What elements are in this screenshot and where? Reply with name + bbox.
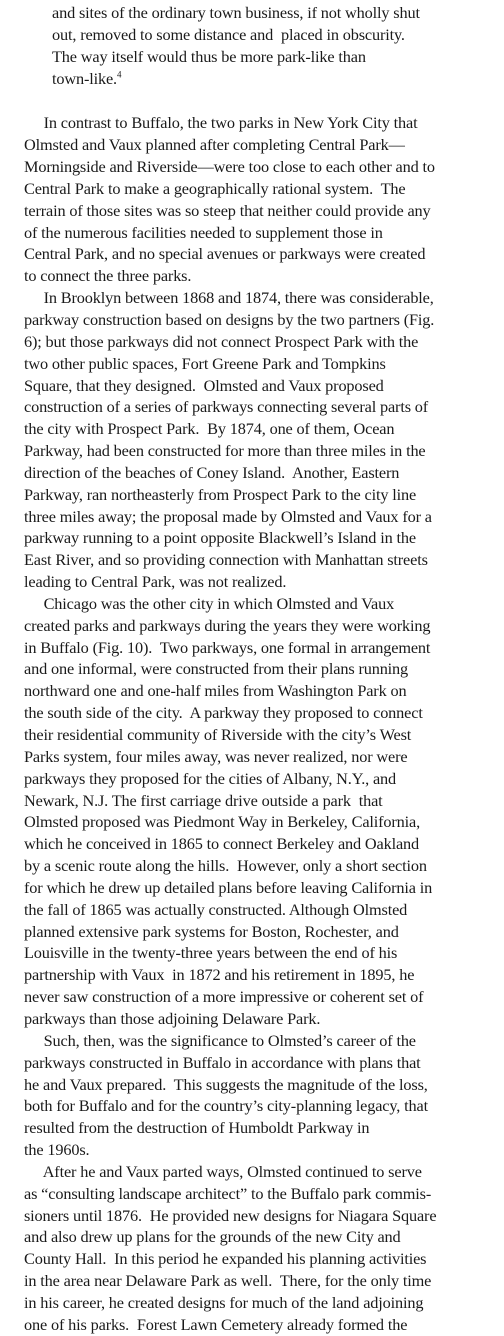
- text-line: Chicago was the other city in which Olmsted and Vaux: [24, 593, 395, 613]
- text-line: and one informal, were constructed from their plans running: [24, 659, 409, 679]
- text-line: direction of the beaches of Coney Island. Another, Eastern: [24, 462, 400, 482]
- text-line: parkways than those adjoining Delaware Park.: [24, 1008, 321, 1028]
- footnote-reference: 4: [116, 69, 122, 80]
- text-line: Newark, N.J. The first carriage drive outside a park that: [24, 790, 383, 810]
- paragraph: [24, 112, 498, 287]
- text-line: After he and Vaux parted ways, Olmsted continued to serve: [24, 1161, 422, 1181]
- block-quote: [24, 2, 498, 89]
- text-line: which he conceived in 1865 to connect Berkeley and Oakland: [24, 834, 420, 854]
- text-line: he and Vaux prepared. This suggests the magnitude of the loss,: [24, 1074, 428, 1094]
- text-line: East River, and so providing connection with Manhattan streets: [24, 550, 428, 570]
- text-line: the south side of the city. A parkway they proposed to connect: [24, 703, 423, 723]
- text-line: construction of a series of parkways connecting several parts of: [24, 397, 429, 417]
- text-line: northward one and one-half miles from Washington Park on: [24, 681, 407, 701]
- text-line: and also drew up plans for the grounds of the new City and: [24, 1227, 401, 1247]
- text-line: parkways constructed in Buffalo in accordance with plans that: [24, 1052, 421, 1072]
- text-line: The way itself would thus be more park-like than: [52, 46, 366, 66]
- text-line: Such, then, was the significance to Olmsted’s career of the: [24, 1030, 416, 1050]
- text-line: of the numerous facilities needed to supplement those in: [24, 222, 383, 242]
- text-line: Central Park to make a geographically rational system. The: [24, 178, 406, 198]
- paragraph: [24, 593, 498, 1030]
- text-line: parkway construction based on designs by the two partners (Fig.: [24, 309, 435, 329]
- text-line: Parks system, four miles away, was never realized, nor were: [24, 746, 408, 766]
- text-line: 6); but those parkways did not connect Prospect Park with the: [24, 331, 419, 351]
- text-line: never saw construction of a more impressive or coherent set of: [24, 987, 424, 1007]
- text-line: Parkway, ran northeasterly from Prospect Park to the city line: [24, 484, 417, 504]
- text-line: sioners until 1876. He provided new designs for Niagara Square: [24, 1205, 437, 1225]
- text-line: by a scenic route along the hills. However, only a short section: [24, 856, 427, 876]
- text-line: and sites of the ordinary town business, if not wholly shut: [52, 3, 420, 22]
- text-line: [24, 68, 498, 90]
- text-line: planned extensive park systems for Boston, Rochester, and: [24, 921, 399, 941]
- text-line: Olmsted proposed was Piedmont Way in Berkeley, California,: [24, 812, 421, 832]
- text-line: Square, that they designed. Olmsted and Vaux proposed: [24, 375, 384, 395]
- text-line: In contrast to Buffalo, the two parks in New York City that: [24, 113, 418, 133]
- text-line: in the area near Delaware Park as well. There, for the only time: [24, 1271, 432, 1291]
- text-line: out, removed to some distance and placed in obscurity.: [52, 24, 405, 44]
- text-line: County Hall. In this period he expanded his planning activities: [24, 1249, 427, 1269]
- text-line: terrain of those sites was so steep that neither could provide any: [24, 200, 431, 220]
- text-line: partnership with Vaux in 1872 and his retirement in 1895, he: [24, 965, 415, 985]
- paragraph-gap: [24, 89, 498, 112]
- text-line: one of his parks. Forest Lawn Cemetery already formed the: [24, 1314, 408, 1334]
- text-line: in his career, he created designs for much of the land adjoining: [24, 1292, 424, 1312]
- text-line: leading to Central Park, was not realized.: [24, 572, 287, 592]
- text-line: created parks and parkways during the years they were working: [24, 615, 431, 635]
- text-line: Olmsted and Vaux planned after completing Central Park—: [24, 135, 405, 155]
- paragraph: [24, 1161, 498, 1336]
- text-line: for which he drew up detailed plans before leaving California in: [24, 877, 433, 897]
- text-line: their residential community of Riverside with the city’s West: [24, 725, 412, 744]
- text-line-content: town-like.: [52, 68, 117, 88]
- text-line: Louisville in the twenty-three years between the end of his: [24, 943, 398, 963]
- text-line: as “consulting landscape architect” to the Buffalo park commis-: [24, 1183, 432, 1203]
- paragraph: [24, 1030, 498, 1161]
- body-text: [24, 112, 498, 1335]
- text-line: two other public spaces, Fort Greene Park and Tompkins: [24, 353, 386, 373]
- text-line: Central Park, and no special avenues or parkways were created: [24, 244, 426, 264]
- text-line: three miles away; the proposal made by Olmsted and Vaux for a: [24, 506, 432, 526]
- text-line: both for Buffalo and for the country’s city-planning legacy, that: [24, 1096, 428, 1116]
- text-line: the city with Prospect Park. By 1874, one of them, Ocean: [24, 419, 395, 439]
- paragraph: [24, 287, 498, 593]
- text-line: in Buffalo (Fig. 10). Two parkways, one formal in arrangement: [24, 637, 431, 657]
- text-line: to connect the three parks.: [24, 266, 192, 286]
- text-line: parkway running to a point opposite Blackwell’s Island in the: [24, 528, 416, 548]
- text-line: resulted from the destruction of Humboldt Parkway in: [24, 1118, 370, 1138]
- text-line: In Brooklyn between 1868 and 1874, there was considerable,: [24, 288, 434, 308]
- text-line: the fall of 1865 was actually constructed. Although Olmsted: [24, 899, 408, 919]
- text-line: parkways they proposed for the cities of Albany, N.Y., and: [24, 768, 397, 788]
- text-line: Morningside and Riverside—were too close to each other and to: [24, 157, 435, 177]
- text-line: the 1960s.: [24, 1140, 90, 1160]
- text-line: Parkway, had been constructed for more than three miles in the: [24, 441, 426, 461]
